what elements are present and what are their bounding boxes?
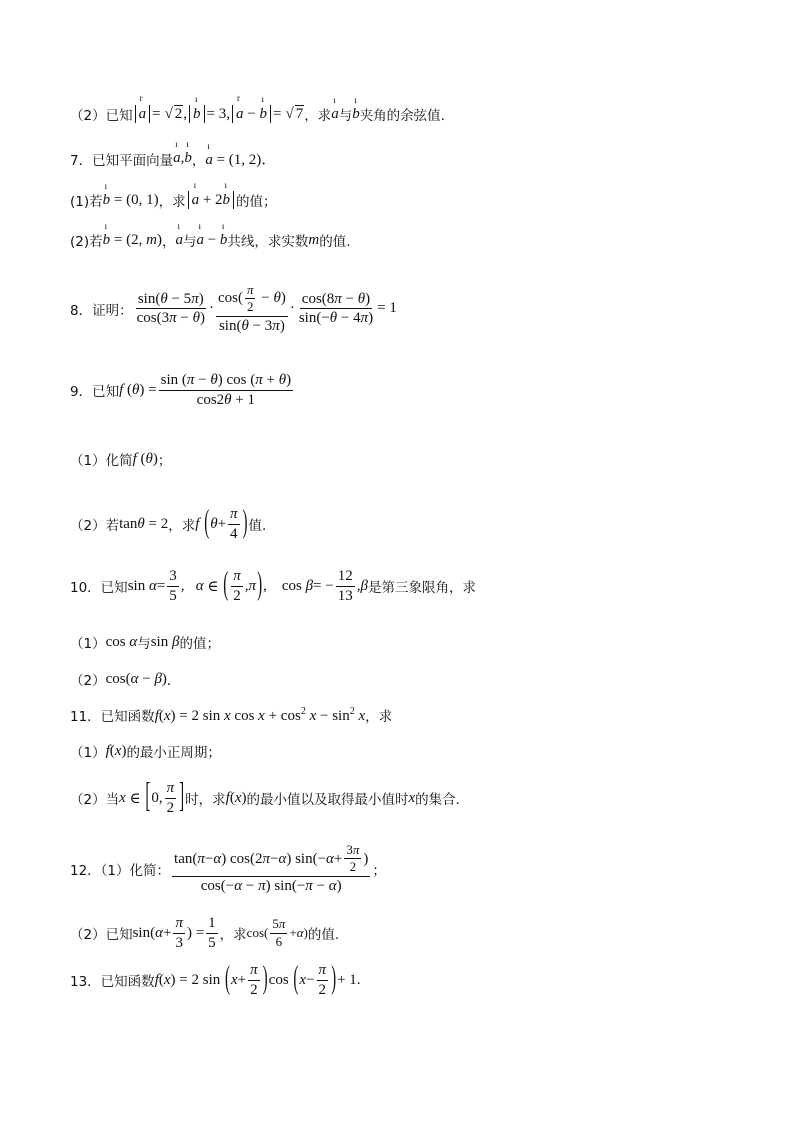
q7-vectors: ı a,ı b (173, 150, 192, 167)
q9-formula: f ( θ ) = $\frac{\sin (\pi - \theta) \cos (\pi + \theta)}{\cos 2\theta + 1}$ (119, 372, 292, 408)
q10-formula: sin α = $\frac{3}{5}$ , α ∈ ( $\frac{\pi}{2}$ , π ) , cos β = − $\frac{12}{13}$ , β (127, 567, 368, 604)
q7-part1: (1)若 ı b = (0, 1) ，求 ı a + 2ı b 的值； (70, 190, 277, 210)
q10-stem: 10．已知 sin α = $\frac{3}{5}$ , α ∈ ( $\frac{\pi}{2}$ , π ) , cos β = − $\frac{12}{13}$ , β 是第三象限角，求 (70, 567, 476, 604)
q13: 13．已知函数 f ( x ) = 2 sin ( x + $\frac{\pi}{2}$ ) cos ( x − $\frac{\pi}{2}$ ) + 1. (70, 961, 361, 998)
q9-part1: （1）化简 f (θ) ； (70, 450, 172, 469)
q12-formula: tan( π − α ) cos(2 π − α ) sin(− α + $\frac{3\pi}{2}$ ) cos(−α − π) sin(−π − α) (174, 842, 369, 894)
q10-part2: （2） cos(α − β) ． (70, 670, 181, 689)
q6-part2: （2）已知 r a = √ 2,ı b = 3,r a − ı b = √ 7 ，求 ı a 与 ı b 夹角的余弦值. (70, 104, 445, 124)
q13-formula: f ( x ) = 2 sin ( x + $\frac{\pi}{2}$ ) cos ( x − $\frac{\pi}{2}$ ) + 1. (154, 961, 361, 998)
q9-stem: 9．已知 f ( θ ) = $\frac{\sin (\pi - \theta) \cos (\pi + \theta)}{\cos 2\theta + 1}$ (70, 372, 295, 408)
q6-part2-label: （2）已知 (70, 108, 133, 124)
q12-part2: （2）已知 sin( α + $\frac{\pi}{3}$ ) = $\frac{1}{5}$ ，求 cos( $\frac{5\pi}{6}$ + α ) 的值. (70, 915, 340, 951)
q9-part2: （2）若 tanθ = 2 ，求 f ( θ + $\frac{\pi}{4}$ ) 值. (70, 505, 267, 542)
q8: 8．证明： $\frac{\sin(\theta - 5\pi)}{\cos(3\pi - \theta)}$ · cos( $\frac{\pi}{2}$ − θ) sin(θ − 3π) · $\frac{\cos(8\pi - \theta)}{\sin(-\theta - 4\pi)}$ = 1 (70, 282, 397, 334)
q8-formula: $\frac{\sin(\theta - 5\pi)}{\cos(3\pi - \theta)}$ · cos( $\frac{\pi}{2}$ − θ) sin(θ − 3π) · $\frac{\cos(8\pi - \theta)}{\sin(-\theta - 4\pi)}$ = 1 (136, 282, 397, 334)
q11-stem: 11．已知函数 f(x) = 2 sin x $\cos x + \cos^2 x - \sin^2 x$ ，求 (70, 705, 393, 725)
q7-stem: 7．已知平面向量 ı a,ı b ， ı a = (1, 2)． (70, 148, 276, 169)
q6-formula: r a = √ 2,ı b = 3,r a − ı b = √ 7 (133, 105, 305, 124)
q12-part1: 12．（1）化简： tan( π − α ) cos(2 π − α ) sin(− α + $\frac{3\pi}{2}$ ) cos(−α − π) sin(−π − α) ； (70, 842, 386, 894)
q11-part1: （1） f(x) 的最小正周期； (70, 742, 221, 761)
q7-given: ı a = (1, 2)． (205, 148, 276, 169)
q11-part2: （2）当 x ∈ [ 0, $\frac{\pi}{2}$ ] 时，求 f(x) 的最小值以及取得最小值时 x 的集合． (70, 778, 470, 816)
q11-formula: f(x) = 2 sin x $\cos x + \cos^2 x - \sin^2 x$ (154, 705, 366, 724)
q10-part1: （1） cos α 与 sin β 的值； (70, 633, 220, 652)
q7-part2: (2)若 ı b = (2, m) ， ı a 与 ı a − ı b 共线，求实数 m 的值. (70, 230, 351, 250)
